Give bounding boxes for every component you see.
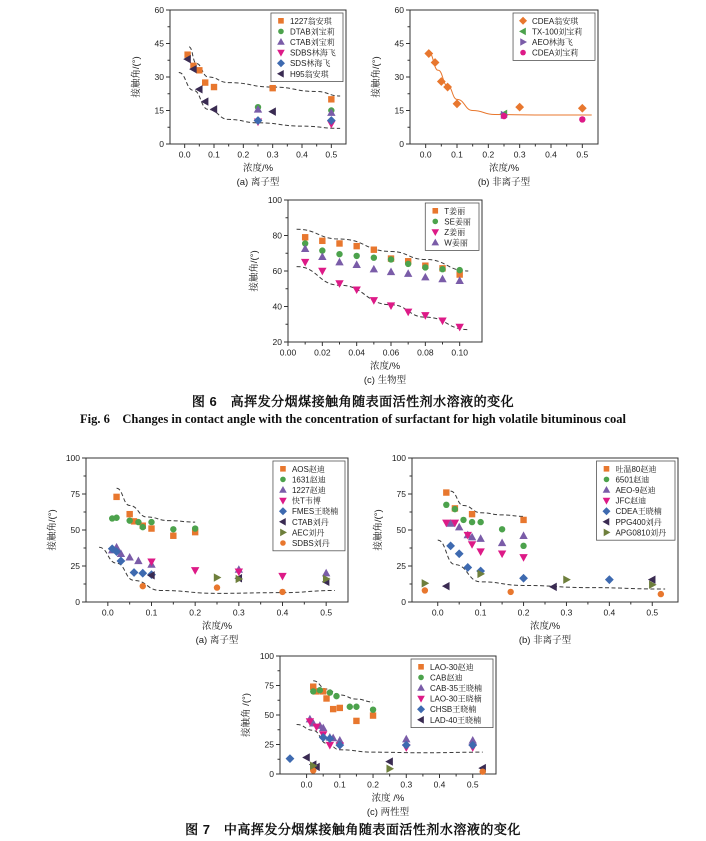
- x-axis-label: 浓度/%: [529, 621, 561, 632]
- triangle-up-marker: [476, 534, 484, 542]
- y-tick-label: 0: [75, 597, 80, 607]
- square-marker: [113, 494, 119, 500]
- legend-label: APG0810刘丹: [615, 528, 667, 538]
- y-axis-label: 接触角/(°): [371, 56, 382, 98]
- x-tick-label: 0.2: [189, 607, 202, 618]
- y-axis-label: 接触角/(°): [47, 509, 58, 551]
- y-tick-label: 100: [391, 453, 406, 463]
- circle-marker: [327, 689, 333, 695]
- y-axis: [395, 5, 410, 149]
- circle-marker: [214, 584, 220, 590]
- subplot-label: (c) 生物型: [363, 375, 407, 386]
- circle-marker: [480, 768, 486, 774]
- y-tick-label: 100: [65, 453, 80, 463]
- triangle-up-marker: [370, 265, 378, 273]
- diamond-marker: [455, 549, 464, 558]
- legend-label: AEC刘丹: [291, 528, 325, 538]
- circle-marker: [317, 687, 323, 693]
- y-tick-label: 15: [394, 105, 404, 116]
- diamond-marker: [578, 104, 587, 113]
- triangle-down-marker: [301, 259, 309, 267]
- x-tick-label: 0.4: [296, 149, 308, 160]
- triangle-left-marker: [268, 107, 276, 115]
- fig6-caption-zh: 图 6 高挥发分烟煤接触角随表面活性剂水溶液的变化: [191, 394, 515, 409]
- x-tick-label: 0.02: [314, 347, 331, 358]
- fig7a-svg: [40, 452, 360, 650]
- x-tick-label: 0.5: [466, 779, 479, 790]
- circle-marker: [336, 251, 342, 257]
- y-tick-label: 15: [154, 105, 164, 116]
- circle-marker: [126, 517, 132, 523]
- legend-label: LAO-30赵迪: [430, 662, 474, 672]
- x-axis-label: 浓度/%: [488, 163, 520, 174]
- series-JFC赵迪: [442, 520, 528, 562]
- y-tick-label: 60: [394, 5, 404, 15]
- diamond-marker: [254, 116, 263, 125]
- y-tick-label: 0: [269, 769, 274, 779]
- subplot-label: (b) 非离子型: [518, 635, 572, 646]
- subplot-label: (a) 离子型: [236, 177, 280, 188]
- series-PPG400刘丹: [442, 575, 656, 591]
- y-axis: [392, 453, 412, 607]
- legend-label: PPG400刘丹: [615, 517, 662, 527]
- x-tick-label: 0.10: [451, 347, 468, 358]
- triangle-left-marker: [210, 105, 218, 113]
- diamond-marker: [138, 569, 147, 578]
- fig6-caption-en: Fig. 6 Changes in contact angle with the concentration of surfactant for high volatile bituminous coal: [80, 412, 626, 426]
- series-unlabeled: [310, 762, 394, 773]
- legend-label: 6501赵迪: [615, 475, 650, 485]
- x-tick-label: 0.00: [279, 347, 297, 358]
- legend: [411, 659, 493, 728]
- circle-marker: [432, 219, 438, 225]
- circle-marker: [439, 266, 445, 272]
- circle-marker: [170, 526, 176, 532]
- legend-label: 吐温80赵迪: [615, 464, 657, 474]
- square-marker: [280, 466, 286, 472]
- square-marker: [319, 238, 325, 244]
- circle-marker: [140, 524, 146, 530]
- triangle-left-marker: [549, 583, 557, 591]
- fig7-caption-zh: 图 7 中高挥发分烟煤接触角随表面活性剂水溶液的变化: [185, 822, 521, 837]
- circle-marker: [456, 267, 462, 273]
- circle-marker: [452, 506, 458, 512]
- y-tick-label: 25: [70, 561, 80, 571]
- legend-label: CAB-35王晓楠: [430, 684, 483, 693]
- square-marker: [353, 718, 359, 724]
- circle-marker: [579, 116, 585, 122]
- legend-label: TX-100刘宝莉: [532, 27, 583, 37]
- y-tick-label: 0: [159, 139, 164, 149]
- x-tick-label: 0.0: [178, 149, 191, 160]
- triangle-down-marker: [318, 268, 326, 276]
- series-APG0810刘丹: [422, 570, 657, 589]
- y-axis-label: 接触角/(°): [373, 509, 384, 551]
- y-tick-label: 100: [259, 651, 274, 661]
- diamond-marker: [519, 574, 528, 583]
- y-tick-label: 75: [264, 680, 274, 691]
- y-tick-label: 30: [394, 72, 404, 82]
- square-marker: [196, 67, 202, 73]
- x-tick-label: 0.0: [431, 607, 444, 618]
- legend-label: 1227赵迪: [291, 486, 326, 495]
- legend-label: AEO林海飞: [532, 38, 573, 47]
- legend-label: SE姜丽: [444, 217, 471, 227]
- subplot-label: (c) 两性型: [366, 807, 410, 818]
- x-tick-label: 0.0: [101, 607, 114, 618]
- series-CHSB王晓楠: [286, 733, 478, 763]
- legend-label: CDEA刘宝莉: [532, 48, 579, 58]
- square-marker: [371, 247, 377, 253]
- triangle-right-marker: [563, 575, 571, 583]
- circle-marker: [280, 477, 286, 483]
- x-tick-label: 0.4: [545, 149, 557, 160]
- triangle-down-marker: [468, 541, 476, 549]
- triangle-up-marker: [125, 553, 133, 561]
- triangle-down-marker: [476, 548, 484, 556]
- triangle-down-marker: [191, 567, 199, 575]
- legend-label: CAB赵迪: [430, 673, 463, 683]
- x-tick-label: 0.4: [433, 779, 446, 790]
- y-tick-label: 0: [401, 597, 406, 607]
- y-tick-label: 80: [272, 230, 282, 241]
- x-axis-label: 浓度/%: [369, 361, 401, 372]
- y-tick-label: 60: [154, 5, 164, 15]
- square-marker: [278, 18, 284, 24]
- circle-marker: [501, 113, 507, 119]
- square-marker: [469, 511, 475, 517]
- triangle-left-marker: [385, 757, 393, 765]
- square-marker: [148, 525, 154, 531]
- subplot-label: (b) 非离子型: [477, 177, 531, 188]
- series-SDS林海飞: [254, 116, 336, 125]
- x-tick-label: 0.4: [276, 607, 289, 618]
- x-tick-label: 0.0: [300, 779, 313, 790]
- triangle-down-marker: [326, 742, 334, 750]
- legend-label: DTAB刘宝莉: [289, 27, 335, 37]
- series-AEO-9赵迪: [446, 519, 527, 546]
- legend: [513, 13, 595, 60]
- x-tick-label: 0.2: [237, 149, 250, 160]
- diamond-marker: [431, 58, 440, 67]
- legend-label: 1631赵迪: [291, 475, 326, 485]
- x-axis: [102, 602, 332, 618]
- legend-label: 1227翁安琪: [289, 16, 332, 26]
- legend: [271, 13, 343, 82]
- square-marker: [126, 511, 132, 517]
- triangle-down-marker: [438, 318, 446, 326]
- triangle-up-marker: [519, 531, 527, 539]
- y-tick-label: 50: [264, 710, 274, 720]
- series-DTAB刘宝莉: [255, 104, 335, 114]
- circle-marker: [135, 519, 141, 525]
- legend-label: LAO-30王晓楠: [430, 694, 482, 704]
- triangle-down-marker: [147, 558, 155, 566]
- square-marker: [170, 533, 176, 539]
- diamond-marker: [443, 83, 452, 92]
- x-tick-label: 0.5: [320, 607, 333, 618]
- circle-marker: [388, 256, 394, 262]
- circle-marker: [113, 515, 119, 521]
- diamond-marker: [130, 568, 139, 577]
- diamond-marker: [286, 754, 295, 763]
- x-axis-label: 浓度/%: [242, 163, 274, 174]
- legend-label: SDBS刘丹: [291, 539, 330, 548]
- triangle-right-marker: [386, 764, 394, 772]
- fig7-chart-ionic: [40, 452, 360, 650]
- x-tick-label: 0.06: [382, 347, 400, 358]
- y-axis-label: 接触角/(°): [249, 250, 260, 292]
- fig6a-svg: [126, 2, 358, 190]
- legend-label: CHSB王晓楠: [430, 705, 477, 715]
- diamond-marker: [437, 77, 446, 86]
- fig6-chart-biological: [242, 192, 492, 388]
- y-tick-label: 50: [70, 525, 80, 535]
- y-axis-label: 接触角/(°): [131, 56, 142, 98]
- x-tick-label: 0.0: [419, 149, 432, 160]
- y-tick-label: 75: [70, 489, 80, 499]
- circle-marker: [310, 688, 316, 694]
- fig6-chart-nonionic: [366, 2, 610, 190]
- legend-label: CDEA王晓楠: [615, 507, 662, 517]
- y-tick-label: 40: [272, 301, 282, 312]
- y-tick-label: 0: [399, 139, 404, 149]
- triangle-up-marker: [352, 260, 360, 268]
- diamond-marker: [117, 557, 126, 566]
- x-tick-label: 0.2: [517, 607, 530, 618]
- triangle-up-marker: [335, 258, 343, 266]
- circle-marker: [371, 254, 377, 260]
- x-tick-label: 0.1: [208, 149, 220, 160]
- x-axis-label: 浓度/%: [201, 621, 233, 632]
- square-marker: [432, 208, 438, 214]
- fig7c-svg: [234, 650, 506, 820]
- triangle-down-marker: [498, 551, 506, 559]
- x-tick-label: 0.4: [603, 607, 616, 618]
- circle-marker: [148, 519, 154, 525]
- legend-label: JFC赵迪: [615, 496, 647, 506]
- diamond-marker: [446, 541, 455, 550]
- legend: [425, 203, 479, 250]
- y-axis: [66, 453, 86, 607]
- triangle-down-marker: [352, 286, 360, 294]
- square-marker: [328, 96, 334, 102]
- legend-label: T姜丽: [444, 206, 466, 216]
- circle-marker: [460, 517, 466, 523]
- square-marker: [370, 712, 376, 718]
- x-tick-label: 0.5: [646, 607, 659, 618]
- circle-marker: [507, 589, 513, 595]
- x-axis: [420, 144, 589, 160]
- diamond-marker: [463, 563, 472, 572]
- fig6b-svg: [366, 2, 610, 190]
- fig7-chart-nonionic: [366, 452, 690, 650]
- x-tick-label: 0.3: [560, 607, 573, 618]
- triangle-down-marker: [335, 280, 343, 288]
- circle-marker: [370, 706, 376, 712]
- legend: [273, 461, 345, 551]
- circle-marker: [520, 50, 526, 56]
- circle-marker: [405, 261, 411, 267]
- square-marker: [330, 706, 336, 712]
- solid-trend-curve: [429, 52, 592, 115]
- series-FMES王晓楠: [108, 544, 156, 579]
- series-LAD-40王晓楠: [302, 753, 486, 772]
- y-tick-label: 20: [272, 337, 282, 347]
- y-tick-label: 25: [396, 561, 406, 571]
- y-axis: [155, 5, 170, 149]
- triangle-left-marker: [302, 753, 310, 761]
- triangle-up-marker: [421, 273, 429, 281]
- square-marker: [604, 466, 610, 472]
- x-tick-label: 0.1: [333, 779, 346, 790]
- x-tick-label: 0.3: [400, 779, 413, 790]
- x-tick-label: 0.08: [417, 347, 434, 358]
- legend: [596, 461, 675, 540]
- triangle-left-marker: [201, 97, 209, 105]
- square-marker: [443, 489, 449, 495]
- y-tick-label: 45: [394, 38, 404, 49]
- x-tick-label: 0.3: [232, 607, 245, 618]
- triangle-down-marker: [278, 573, 286, 581]
- triangle-up-marker: [438, 275, 446, 283]
- circle-marker: [422, 264, 428, 270]
- x-tick-label: 0.1: [474, 607, 487, 618]
- square-marker: [202, 79, 208, 85]
- circle-marker: [469, 519, 475, 525]
- legend-label: W姜丽: [444, 238, 468, 248]
- circle-marker: [520, 543, 526, 549]
- circle-marker: [140, 583, 146, 589]
- triangle-right-marker: [422, 579, 430, 587]
- triangle-right-marker: [214, 573, 222, 581]
- triangle-down-marker: [421, 312, 429, 320]
- series-AEC刘丹: [214, 573, 331, 583]
- triangle-up-marker: [301, 244, 309, 252]
- triangle-up-marker: [387, 267, 395, 275]
- triangle-up-marker: [318, 252, 326, 260]
- legend-label: FMES王晓楠: [291, 507, 339, 517]
- square-marker: [211, 84, 217, 90]
- triangle-down-marker: [455, 324, 463, 332]
- triangle-left-marker: [442, 582, 450, 590]
- legend-label: H95翁安琪: [289, 69, 329, 79]
- x-tick-label: 0.1: [145, 607, 158, 618]
- legend-label: SDS林海飞: [289, 59, 331, 69]
- circle-marker: [658, 591, 664, 597]
- legend-label: CTAB刘宝莉: [289, 38, 335, 47]
- x-tick-label: 0.1: [451, 149, 463, 160]
- y-axis: [260, 651, 280, 779]
- legend-label: CTAB刘丹: [291, 517, 329, 527]
- legend-label: LAD-40王晓楠: [430, 715, 482, 725]
- circle-marker: [353, 704, 359, 710]
- x-axis: [301, 774, 479, 790]
- triangle-up-marker: [498, 539, 506, 547]
- circle-marker: [280, 540, 286, 546]
- square-marker: [323, 695, 329, 701]
- diamond-marker: [605, 575, 614, 584]
- x-tick-label: 0.3: [513, 149, 526, 160]
- triangle-up-marker: [404, 269, 412, 277]
- circle-marker: [278, 29, 284, 35]
- fig6-chart-ionic: [126, 2, 358, 190]
- legend-label: Z姜丽: [444, 228, 466, 237]
- y-axis-label: 接触角 /(°): [241, 693, 252, 737]
- diamond-marker: [327, 116, 336, 125]
- y-tick-label: 45: [154, 38, 164, 49]
- fig7b-svg: [366, 452, 690, 650]
- x-axis: [280, 342, 468, 358]
- square-marker: [418, 664, 424, 670]
- x-tick-label: 0.04: [348, 347, 365, 358]
- square-marker: [353, 243, 359, 249]
- legend-label: 快T韦博: [291, 496, 321, 506]
- circle-marker: [477, 519, 483, 525]
- x-tick-label: 0.2: [367, 779, 379, 790]
- x-axis-label: 浓度 /%: [371, 793, 405, 804]
- circle-marker: [418, 675, 424, 681]
- subplot-label: (a) 离子型: [195, 635, 239, 646]
- legend-label: AEO-9赵迪: [615, 486, 656, 495]
- fig6c-svg: [242, 192, 492, 388]
- circle-marker: [333, 693, 339, 699]
- y-axis: [268, 195, 288, 347]
- legend-label: SDBS林海飞: [289, 48, 336, 58]
- circle-marker: [353, 253, 359, 259]
- y-tick-label: 75: [396, 489, 406, 499]
- circle-marker: [347, 704, 353, 710]
- y-tick-label: 25: [264, 739, 274, 750]
- series-CTAB刘宝莉: [254, 105, 336, 116]
- legend-label: AOS赵迪: [291, 464, 325, 474]
- x-tick-label: 0.5: [325, 149, 338, 160]
- dashed-trend-curve: [451, 491, 524, 516]
- circle-marker: [422, 587, 428, 593]
- y-tick-label: 30: [154, 72, 164, 82]
- triangle-down-marker: [387, 302, 395, 310]
- y-tick-label: 50: [396, 525, 406, 535]
- circle-marker: [279, 589, 285, 595]
- x-tick-label: 0.3: [266, 149, 279, 160]
- x-tick-label: 0.5: [576, 149, 589, 160]
- y-tick-label: 60: [272, 266, 282, 276]
- square-marker: [269, 85, 275, 91]
- square-marker: [302, 234, 308, 240]
- triangle-down-marker: [519, 554, 527, 562]
- square-marker: [520, 517, 526, 523]
- fig7-chart-amphoteric: [234, 650, 506, 820]
- circle-marker: [192, 525, 198, 531]
- series-AOS赵迪: [113, 494, 198, 539]
- triangle-left-marker: [195, 85, 203, 93]
- x-tick-label: 0.2: [482, 149, 495, 160]
- square-marker: [336, 240, 342, 246]
- x-axis: [179, 144, 338, 160]
- legend-label: CDEA翁安琪: [532, 16, 579, 26]
- triangle-down-marker: [370, 297, 378, 305]
- series-CAB赵迪: [310, 687, 376, 713]
- x-axis: [432, 602, 659, 618]
- circle-marker: [499, 526, 505, 532]
- triangle-up-marker: [134, 557, 142, 565]
- circle-marker: [443, 502, 449, 508]
- square-marker: [337, 705, 343, 711]
- diamond-marker: [515, 103, 524, 112]
- y-tick-label: 100: [267, 195, 282, 205]
- circle-marker: [604, 477, 610, 483]
